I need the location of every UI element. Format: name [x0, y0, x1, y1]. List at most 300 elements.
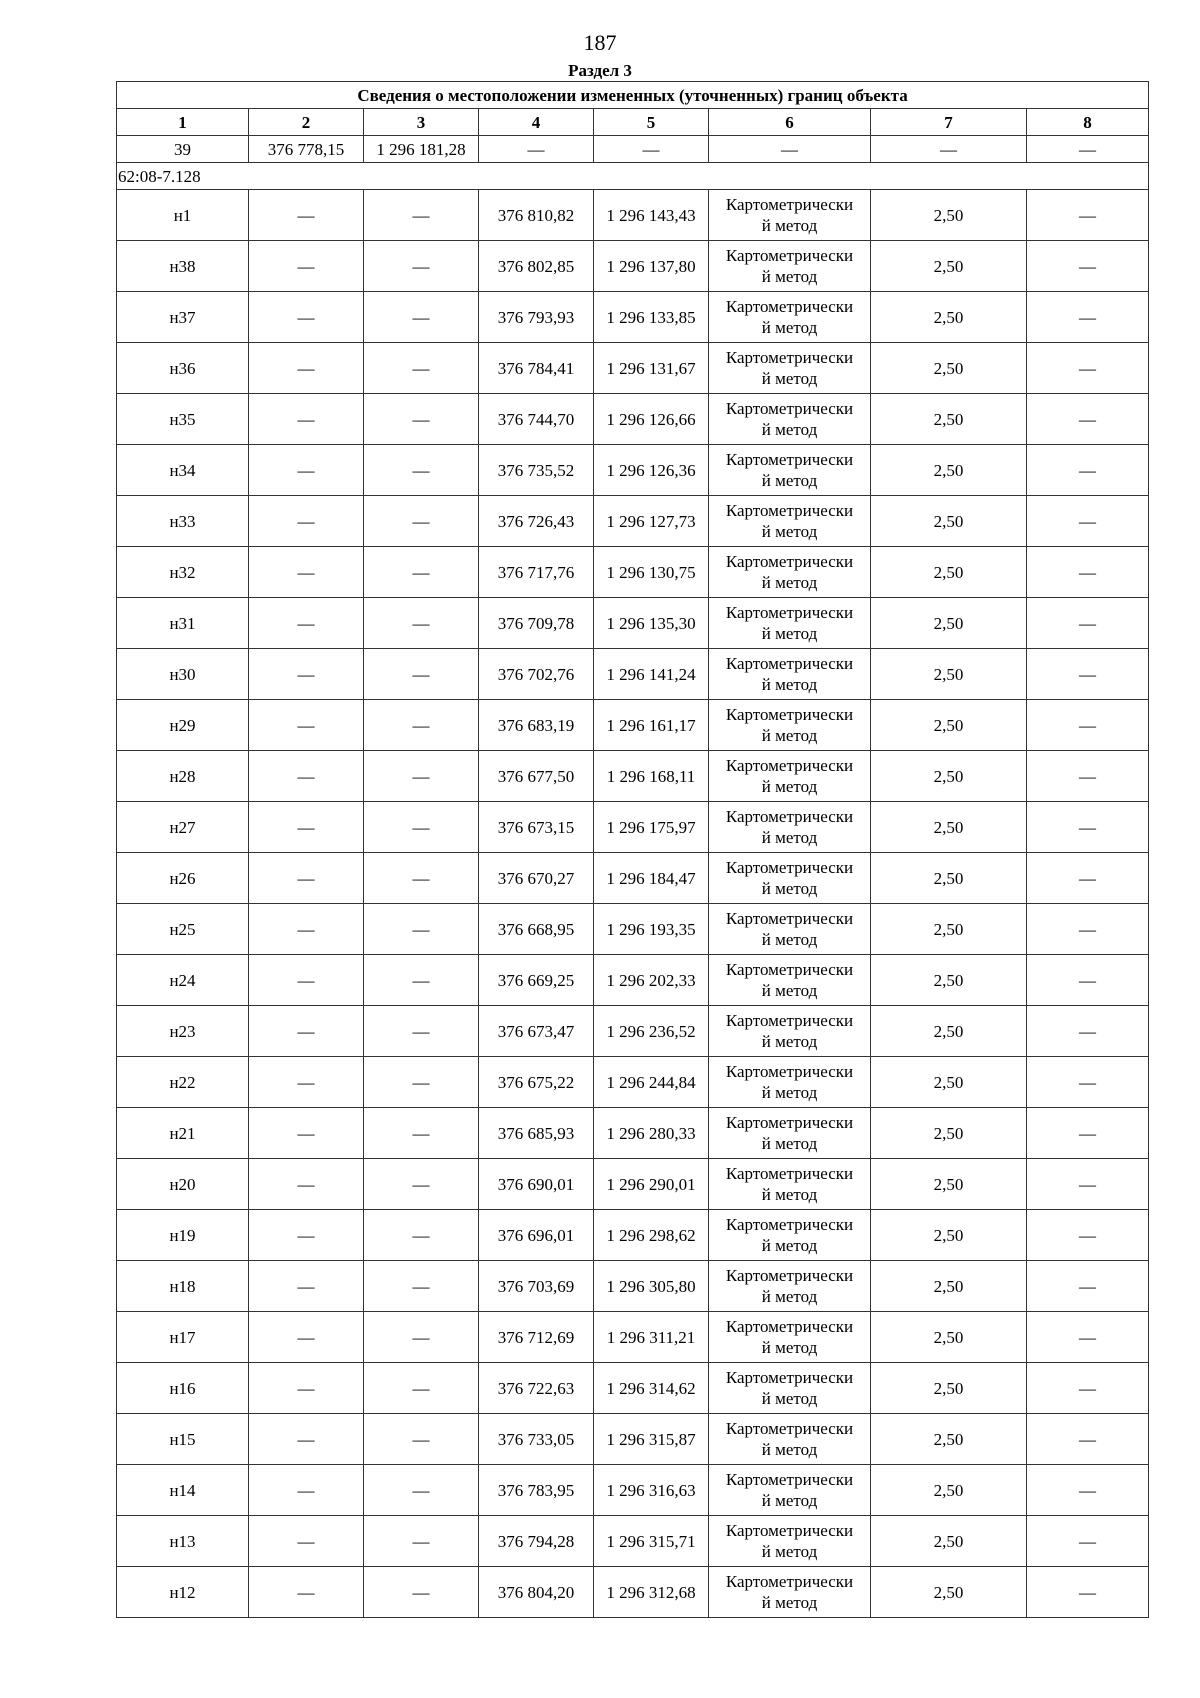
existing-y: —: [364, 1516, 479, 1567]
description: —: [1027, 751, 1149, 802]
method-line: Картометрически: [725, 399, 854, 418]
new-y: 1 296 314,62: [594, 1363, 709, 1414]
existing-y: —: [364, 1057, 479, 1108]
new-y: 1 296 137,80: [594, 241, 709, 292]
method-line: й метод: [761, 930, 818, 949]
table-row: [117, 190, 1149, 241]
point-number: н14: [117, 1465, 249, 1516]
method-line: Картометрически: [725, 756, 854, 775]
table-row: [117, 496, 1149, 547]
existing-x: —: [249, 1210, 364, 1261]
description: —: [1027, 1057, 1149, 1108]
existing-y: —: [364, 904, 479, 955]
new-x: 376 673,47: [479, 1006, 594, 1057]
method-line: й метод: [761, 1134, 818, 1153]
existing-y: —: [364, 1006, 479, 1057]
point-number: н27: [117, 802, 249, 853]
method-line: Картометрически: [725, 1215, 854, 1234]
existing-x: —: [249, 853, 364, 904]
description: —: [1027, 1210, 1149, 1261]
existing-x: 376 778,15: [249, 136, 364, 163]
description: —: [1027, 904, 1149, 955]
method-line: Картометрически: [725, 909, 854, 928]
method: [709, 1567, 871, 1618]
existing-y: —: [364, 241, 479, 292]
parcel-row: [117, 163, 1149, 190]
dash: —: [594, 136, 709, 163]
description: —: [1027, 343, 1149, 394]
point-number: н23: [117, 1006, 249, 1057]
point-number: н17: [117, 1312, 249, 1363]
accuracy: 2,50: [871, 1312, 1027, 1363]
new-y: 1 296 127,73: [594, 496, 709, 547]
existing-x: —: [249, 751, 364, 802]
accuracy: 2,50: [871, 700, 1027, 751]
method: [709, 1159, 871, 1210]
accuracy: 2,50: [871, 955, 1027, 1006]
method-line: й метод: [761, 369, 818, 388]
column-header: 5: [594, 109, 709, 136]
new-x: 376 669,25: [479, 955, 594, 1006]
method-line: Картометрически: [725, 1317, 854, 1336]
accuracy: 2,50: [871, 1516, 1027, 1567]
method-line: й метод: [761, 1389, 818, 1408]
new-x: 376 733,05: [479, 1414, 594, 1465]
existing-x: —: [249, 190, 364, 241]
existing-x: —: [249, 1465, 364, 1516]
accuracy: 2,50: [871, 496, 1027, 547]
existing-y: —: [364, 649, 479, 700]
new-x: 376 703,69: [479, 1261, 594, 1312]
new-x: 376 712,69: [479, 1312, 594, 1363]
description: —: [1027, 700, 1149, 751]
description: —: [1027, 1516, 1149, 1567]
table-row: [117, 343, 1149, 394]
point-number: 39: [117, 136, 249, 163]
description: —: [1027, 649, 1149, 700]
existing-x: —: [249, 445, 364, 496]
point-number: н21: [117, 1108, 249, 1159]
description: —: [1027, 1312, 1149, 1363]
method: [709, 1414, 871, 1465]
method: [709, 649, 871, 700]
method-line: Картометрически: [725, 603, 854, 622]
new-x: 376 677,50: [479, 751, 594, 802]
existing-y: —: [364, 1108, 479, 1159]
point-number: н15: [117, 1414, 249, 1465]
accuracy: 2,50: [871, 241, 1027, 292]
existing-y: —: [364, 853, 479, 904]
new-x: 376 802,85: [479, 241, 594, 292]
new-y: 1 296 315,87: [594, 1414, 709, 1465]
existing-x: —: [249, 904, 364, 955]
point-number: н31: [117, 598, 249, 649]
accuracy: 2,50: [871, 649, 1027, 700]
existing-x: —: [249, 1261, 364, 1312]
existing-x: —: [249, 1108, 364, 1159]
method: [709, 1312, 871, 1363]
existing-x: —: [249, 241, 364, 292]
method: [709, 241, 871, 292]
method-line: й метод: [761, 1338, 818, 1357]
new-y: 1 296 168,11: [594, 751, 709, 802]
point-number: н26: [117, 853, 249, 904]
point-number: н30: [117, 649, 249, 700]
existing-y: —: [364, 1567, 479, 1618]
method: [709, 802, 871, 853]
method-line: Картометрически: [725, 705, 854, 724]
description: —: [1027, 1159, 1149, 1210]
existing-x: —: [249, 1363, 364, 1414]
table-row: [117, 1261, 1149, 1312]
method-line: Картометрически: [725, 1470, 854, 1489]
boundary-table: [116, 81, 1149, 1618]
accuracy: 2,50: [871, 904, 1027, 955]
existing-x: —: [249, 700, 364, 751]
accuracy: 2,50: [871, 1363, 1027, 1414]
column-header: 6: [709, 109, 871, 136]
method-line: Картометрически: [725, 195, 854, 214]
existing-y: —: [364, 1465, 479, 1516]
new-x: 376 793,93: [479, 292, 594, 343]
new-x: 376 744,70: [479, 394, 594, 445]
method-line: й метод: [761, 1440, 818, 1459]
method-line: Картометрически: [725, 1419, 854, 1438]
new-y: 1 296 175,97: [594, 802, 709, 853]
new-x: 376 668,95: [479, 904, 594, 955]
new-y: 1 296 202,33: [594, 955, 709, 1006]
new-y: 1 296 236,52: [594, 1006, 709, 1057]
point-number: н36: [117, 343, 249, 394]
method-line: Картометрически: [725, 1572, 854, 1591]
method-line: й метод: [761, 420, 818, 439]
existing-x: —: [249, 1516, 364, 1567]
method-line: й метод: [761, 1185, 818, 1204]
method-line: Картометрически: [725, 1011, 854, 1030]
new-x: 376 685,93: [479, 1108, 594, 1159]
point-number: н19: [117, 1210, 249, 1261]
existing-y: —: [364, 547, 479, 598]
method-line: Картометрически: [725, 1368, 854, 1387]
new-x: 376 690,01: [479, 1159, 594, 1210]
method: [709, 1516, 871, 1567]
new-y: 1 296 161,17: [594, 700, 709, 751]
table-row: [117, 1057, 1149, 1108]
new-x: 376 673,15: [479, 802, 594, 853]
description: —: [1027, 292, 1149, 343]
existing-y: —: [364, 1159, 479, 1210]
table-row: [117, 700, 1149, 751]
method-line: й метод: [761, 573, 818, 592]
table-row: [117, 802, 1149, 853]
new-y: 1 296 244,84: [594, 1057, 709, 1108]
new-x: 376 783,95: [479, 1465, 594, 1516]
point-number: н35: [117, 394, 249, 445]
existing-y: —: [364, 802, 479, 853]
method-line: Картометрически: [725, 348, 854, 367]
new-y: 1 296 193,35: [594, 904, 709, 955]
method: [709, 547, 871, 598]
new-x: 376 726,43: [479, 496, 594, 547]
new-y: 1 296 126,66: [594, 394, 709, 445]
method-line: й метод: [761, 1236, 818, 1255]
new-x: 376 675,22: [479, 1057, 594, 1108]
method-line: Картометрически: [725, 1266, 854, 1285]
existing-x: —: [249, 1414, 364, 1465]
point-number: н13: [117, 1516, 249, 1567]
column-header: 8: [1027, 109, 1149, 136]
description: —: [1027, 190, 1149, 241]
new-y: 1 296 184,47: [594, 853, 709, 904]
new-y: 1 296 312,68: [594, 1567, 709, 1618]
new-y: 1 296 315,71: [594, 1516, 709, 1567]
method-line: й метод: [761, 267, 818, 286]
accuracy: 2,50: [871, 394, 1027, 445]
table-row: [117, 1516, 1149, 1567]
table-row: [117, 394, 1149, 445]
accuracy: 2,50: [871, 445, 1027, 496]
point-number: н1: [117, 190, 249, 241]
existing-x: —: [249, 1006, 364, 1057]
column-header: 7: [871, 109, 1027, 136]
description: —: [1027, 496, 1149, 547]
point-number: н34: [117, 445, 249, 496]
accuracy: 2,50: [871, 1567, 1027, 1618]
point-number: н29: [117, 700, 249, 751]
table-row: [117, 1210, 1149, 1261]
existing-x: —: [249, 343, 364, 394]
method-line: Картометрически: [725, 246, 854, 265]
page-number: 187: [583, 30, 617, 55]
method-line: Картометрически: [725, 858, 854, 877]
description: —: [1027, 241, 1149, 292]
section-title: Раздел 3: [568, 61, 632, 80]
column-header: 3: [364, 109, 479, 136]
existing-y: —: [364, 700, 479, 751]
table-row: [117, 751, 1149, 802]
accuracy: 2,50: [871, 598, 1027, 649]
description: —: [1027, 1108, 1149, 1159]
method: [709, 853, 871, 904]
new-y: 1 296 133,85: [594, 292, 709, 343]
method: [709, 496, 871, 547]
existing-y: —: [364, 190, 479, 241]
method-line: Картометрически: [725, 1521, 854, 1540]
accuracy: 2,50: [871, 1414, 1027, 1465]
method: [709, 904, 871, 955]
existing-y: —: [364, 343, 479, 394]
description: —: [1027, 955, 1149, 1006]
dash: —: [871, 136, 1027, 163]
existing-y: —: [364, 445, 479, 496]
dash: —: [709, 136, 871, 163]
new-x: 376 784,41: [479, 343, 594, 394]
table-row: [117, 1363, 1149, 1414]
existing-x: —: [249, 955, 364, 1006]
description: —: [1027, 853, 1149, 904]
table-row: [117, 1312, 1149, 1363]
new-y: 1 296 316,63: [594, 1465, 709, 1516]
accuracy: 2,50: [871, 343, 1027, 394]
new-y: 1 296 143,43: [594, 190, 709, 241]
description: —: [1027, 1567, 1149, 1618]
accuracy: 2,50: [871, 547, 1027, 598]
description: —: [1027, 394, 1149, 445]
method-line: Картометрически: [725, 450, 854, 469]
method: [709, 598, 871, 649]
existing-y: —: [364, 292, 479, 343]
method: [709, 1363, 871, 1414]
table-row: [117, 1159, 1149, 1210]
new-y: 1 296 305,80: [594, 1261, 709, 1312]
existing-x: —: [249, 802, 364, 853]
table-row: [117, 649, 1149, 700]
accuracy: 2,50: [871, 1261, 1027, 1312]
method-line: Картометрически: [725, 1164, 854, 1183]
method-line: й метод: [761, 777, 818, 796]
description: —: [1027, 598, 1149, 649]
method-line: й метод: [761, 1032, 818, 1051]
column-header: 1: [117, 109, 249, 136]
accuracy: 2,50: [871, 1465, 1027, 1516]
dash: —: [479, 136, 594, 163]
accuracy: 2,50: [871, 853, 1027, 904]
method-line: Картометрически: [725, 1062, 854, 1081]
existing-x: —: [249, 1567, 364, 1618]
table-row: [117, 853, 1149, 904]
method-line: Картометрически: [725, 501, 854, 520]
method: [709, 751, 871, 802]
method-line: й метод: [761, 828, 818, 847]
description: —: [1027, 1465, 1149, 1516]
existing-y: —: [364, 598, 479, 649]
method: [709, 445, 871, 496]
method-line: Картометрически: [725, 552, 854, 571]
table-row: [117, 1567, 1149, 1618]
accuracy: 2,50: [871, 1210, 1027, 1261]
new-x: 376 702,76: [479, 649, 594, 700]
description: —: [1027, 1261, 1149, 1312]
method-line: Картометрически: [725, 297, 854, 316]
existing-y: —: [364, 1261, 479, 1312]
new-y: 1 296 311,21: [594, 1312, 709, 1363]
accuracy: 2,50: [871, 292, 1027, 343]
point-number: н22: [117, 1057, 249, 1108]
method-line: й метод: [761, 1542, 818, 1561]
point-number: н38: [117, 241, 249, 292]
method: [709, 394, 871, 445]
point-number: н32: [117, 547, 249, 598]
method: [709, 700, 871, 751]
accuracy: 2,50: [871, 802, 1027, 853]
column-header-row: [117, 109, 1149, 136]
new-y: 1 296 126,36: [594, 445, 709, 496]
new-x: 376 709,78: [479, 598, 594, 649]
new-x: 376 717,76: [479, 547, 594, 598]
point-number: н20: [117, 1159, 249, 1210]
table-row: [117, 1414, 1149, 1465]
new-y: 1 296 131,67: [594, 343, 709, 394]
method-line: й метод: [761, 318, 818, 337]
method: [709, 1108, 871, 1159]
dash: —: [1027, 136, 1149, 163]
column-header: 4: [479, 109, 594, 136]
existing-y: —: [364, 496, 479, 547]
accuracy: 2,50: [871, 190, 1027, 241]
method-line: й метод: [761, 1593, 818, 1612]
new-x: 376 722,63: [479, 1363, 594, 1414]
method-line: й метод: [761, 216, 818, 235]
method: [709, 1006, 871, 1057]
new-x: 376 810,82: [479, 190, 594, 241]
method-line: й метод: [761, 471, 818, 490]
existing-x: —: [249, 1159, 364, 1210]
existing-x: —: [249, 1057, 364, 1108]
point-number: н33: [117, 496, 249, 547]
new-x: 376 670,27: [479, 853, 594, 904]
column-header: 2: [249, 109, 364, 136]
table-row: [117, 241, 1149, 292]
existing-x: —: [249, 394, 364, 445]
new-y: 1 296 130,75: [594, 547, 709, 598]
table-row: [117, 598, 1149, 649]
table-row: [117, 292, 1149, 343]
point-number: н37: [117, 292, 249, 343]
existing-x: —: [249, 598, 364, 649]
method: [709, 343, 871, 394]
table-row: [117, 1465, 1149, 1516]
point-number: н16: [117, 1363, 249, 1414]
method: [709, 1465, 871, 1516]
method-line: й метод: [761, 522, 818, 541]
existing-y: —: [364, 751, 479, 802]
method: [709, 292, 871, 343]
new-y: 1 296 141,24: [594, 649, 709, 700]
existing-x: —: [249, 547, 364, 598]
method-line: й метод: [761, 981, 818, 1000]
existing-x: —: [249, 649, 364, 700]
table-row: [117, 1108, 1149, 1159]
method: [709, 1210, 871, 1261]
point-number: н24: [117, 955, 249, 1006]
table-row: [117, 955, 1149, 1006]
description: —: [1027, 1363, 1149, 1414]
existing-y: —: [364, 1414, 479, 1465]
new-y: 1 296 280,33: [594, 1108, 709, 1159]
description: —: [1027, 1006, 1149, 1057]
method-line: й метод: [761, 1491, 818, 1510]
method-line: й метод: [761, 879, 818, 898]
existing-y: —: [364, 394, 479, 445]
table-row: [117, 547, 1149, 598]
new-x: 376 804,20: [479, 1567, 594, 1618]
method-line: й метод: [761, 675, 818, 694]
table-title: Сведения о местоположении измененных (уточненных) границ объекта: [117, 82, 1149, 109]
point-number: н25: [117, 904, 249, 955]
method: [709, 1261, 871, 1312]
description: —: [1027, 802, 1149, 853]
method-line: Картометрически: [725, 1113, 854, 1132]
existing-x: —: [249, 496, 364, 547]
existing-y: —: [364, 1210, 479, 1261]
point-number: н28: [117, 751, 249, 802]
table-row: [117, 904, 1149, 955]
description: —: [1027, 1414, 1149, 1465]
accuracy: 2,50: [871, 1108, 1027, 1159]
method-line: Картометрически: [725, 960, 854, 979]
method-line: й метод: [761, 1287, 818, 1306]
new-y: 1 296 298,62: [594, 1210, 709, 1261]
